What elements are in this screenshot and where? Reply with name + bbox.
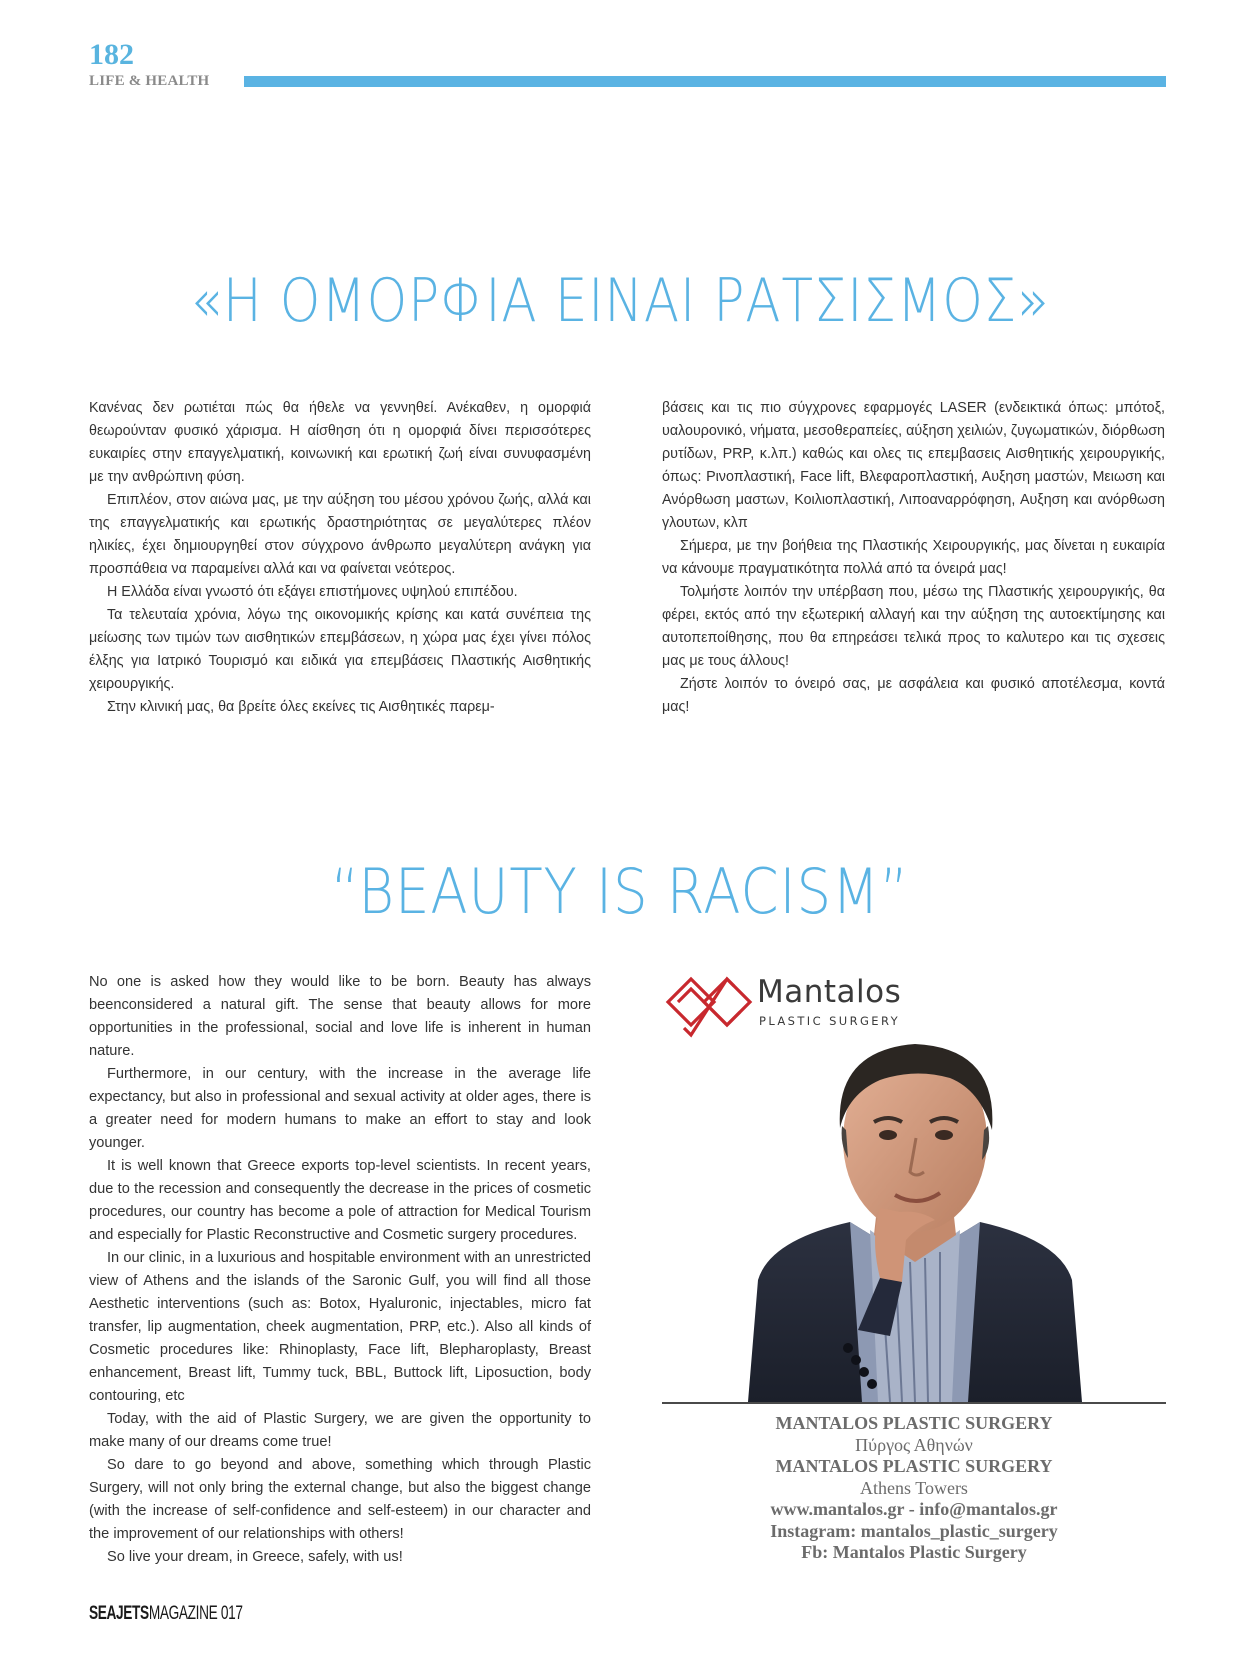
contact-location-english: Athens Towers bbox=[860, 1477, 968, 1498]
section-label: LIFE & HEALTH bbox=[89, 73, 210, 89]
paragraph: In our clinic, in a luxurious and hospitable environment with an unrestricted view of Athens and the islands of the Saronic Gulf, you will find all those Aesthetic interventions (such as: Botox, Hyaluronic, injectables, micro fat transfer, lip augmentation, cheek augmentation, PRP, etc.). Also all kinds of Cosmetic procedures like: Rhinoplasty, Face lift, Blepharoplasty, Breast enhancement, Breast lift, Tummy tuck, BBL, Buttock lift, Liposuction, body contouring, etc bbox=[89, 1250, 591, 1404]
footer-brand: SEAJETS bbox=[89, 1603, 149, 1624]
contact-divider bbox=[662, 1402, 1166, 1404]
english-headline: “BEAUTY IS RACISM” bbox=[330, 855, 910, 928]
contact-name-english: MANTALOS PLASTIC SURGERY bbox=[775, 1456, 1053, 1476]
magazine-footer bbox=[89, 1603, 243, 1625]
greek-headline: «Η ΟΜΟΡΦΙΑ ΕΙΝΑΙ ΡΑΤΣΙΣΜΟΣ» bbox=[190, 266, 1050, 336]
greek-column-right bbox=[662, 397, 1165, 719]
paragraph: Σήμερα, με την βοήθεια της Πλαστικής Χειρουργικής, μας δίνεται η ευκαιρία να κάνουμε πραγματικότητα πολλά από τα όνειρά μας! bbox=[662, 538, 1165, 577]
paragraph: Στην κλινική μας, θα βρείτε όλες εκείνες τις Αισθητικές παρεμ- bbox=[107, 699, 495, 715]
paragraph: βάσεις και τις πιο σύγχρονες εφαρμογές LASER (ενδεικτικά όπως: μπότοξ, υαλουρονικό, νήματα, μεσοθεραπείες, αύξηση χειλιών, ζυγωματικών, διόρθωση ρυτίδων, PRP, κ.λπ.) καθώς και ολες τις επεμβασεις Αισθητικής χειρουργικής, όπως: Ρινοπλαστική, Face lift, Βλεφαροπλαστική, Αυξηση μαστών, Μειωση και Ανόρθωση μαστων, Κοιλιοπλαστική, Λιποαναρρόφηση, Αυξηση και ανόρθωση γλουτων, κλπ bbox=[662, 400, 1165, 531]
contact-location-greek: Πύργος Αθηνών bbox=[855, 1434, 973, 1455]
paragraph: It is well known that Greece exports top-level scientists. In recent years, due to the recession and consequently the decrease in the prices of cosmetic procedures, our country has become a pole of attraction for Medical Tourism and especially for Plastic Reconstructive and Cosmetic surgery procedures. bbox=[89, 1158, 591, 1243]
paragraph: Τολμήστε λοιπόν την υπέρβαση που, μέσω της Πλαστικής χειρουργικής, θα φέρει, εκτός από την εξωτερική αλλαγή και την αύξηση της αυτοεκτίμησης και αυτοπεποίθησης, που θα επηρεάσει τελικά προς το καλυτερο και τις σχεσεις μας με τους άλλους! bbox=[662, 584, 1165, 669]
footer-issue: MAGAZINE 017 bbox=[148, 1603, 243, 1624]
paragraph: Η Ελλάδα είναι γνωστό ότι εξάγει επιστήμονες υψηλού επιπέδου. bbox=[107, 584, 518, 600]
logo-name: Mantalos bbox=[757, 974, 902, 1010]
paragraph: Τα τελευταία χρόνια, λόγω της οικονομικής κρίσης και κατά συνέπεια της μείωσης των τιμών των αισθητικών επεμβάσεων, η χώρα μας έχει γίνει πόλος έλξης για Ιατρικό Τουρισμό και ειδικά για επεμβάσεις Πλαστικής Αισθητικής χειρουργικής. bbox=[89, 607, 591, 692]
contact-facebook: Fb: Mantalos Plastic Surgery bbox=[801, 1542, 1027, 1562]
contact-name-greek: MANTALOS PLASTIC SURGERY bbox=[775, 1413, 1053, 1433]
paragraph: Today, with the aid of Plastic Surgery, we are given the opportunity to make many of our dreams come true! bbox=[89, 1411, 591, 1450]
doctor-portrait-photo bbox=[730, 1030, 1100, 1402]
english-column bbox=[89, 971, 591, 1569]
logo-tagline: PLASTIC SURGERY bbox=[759, 1014, 901, 1028]
paragraph: So live your dream, in Greece, safely, with us! bbox=[107, 1549, 403, 1565]
page-number: 182 bbox=[89, 38, 134, 71]
paragraph: Κανένας δεν ρωτιέται πώς θα ήθελε να γεννηθεί. Ανέκαθεν, η ομορφιά θεωρούνταν φυσικό χάρισμα. Η αίσθηση ότι η ομορφιά δίνει περισσότερες ευκαιρίες στην επαγγελματική, κοινωνική και ερωτική ζωή είναι συνυφασμένη με την ανθρώπινη φύση. bbox=[89, 400, 591, 485]
contact-web-email: www.mantalos.gr - info@mantalos.gr bbox=[770, 1499, 1058, 1519]
contact-instagram: Instagram: mantalos_plastic_surgery bbox=[770, 1520, 1058, 1541]
paragraph: Ζήστε λοιπόν το όνειρό σας, με ασφάλεια και φυσικό αποτέλεσμα, κοντά μας! bbox=[662, 676, 1165, 715]
paragraph: So dare to go beyond and above, something which through Plastic Surgery, will not only bring the external change, but also the biggest change (with the increase of self-confidence and self-esteem) in our character and the improvement of our relationships with others! bbox=[89, 1457, 591, 1542]
greek-column-left bbox=[89, 397, 591, 719]
paragraph: Επιπλέον, στον αιώνα μας, με την αύξηση του μέσου χρόνου ζωής, αλλά και της επαγγελματικής και ερωτικής δραστηριότητας σε μεγαλύτερες πλέον ηλικίες, έχει δημιουργηθεί στον σύγχρονο άνθρωπο μεγαλύτερη ανάγκη για προσπάθεια να παραμείνει αλλά και να φαίνεται νεότερος. bbox=[89, 492, 591, 577]
header-rule bbox=[244, 76, 1166, 87]
contact-block bbox=[662, 1413, 1166, 1564]
paragraph: Furthermore, in our century, with the increase in the average life expectancy, but also in professional and sexual activity at older ages, there is a greater need for modern humans to make an effort to stay and look younger. bbox=[89, 1066, 591, 1151]
paragraph: No one is asked how they would like to be born. Beauty has always beenconsidered a natural gift. The sense that beauty allows for more opportunities in the professional, social and love life is inherent in human nature. bbox=[89, 974, 591, 1059]
